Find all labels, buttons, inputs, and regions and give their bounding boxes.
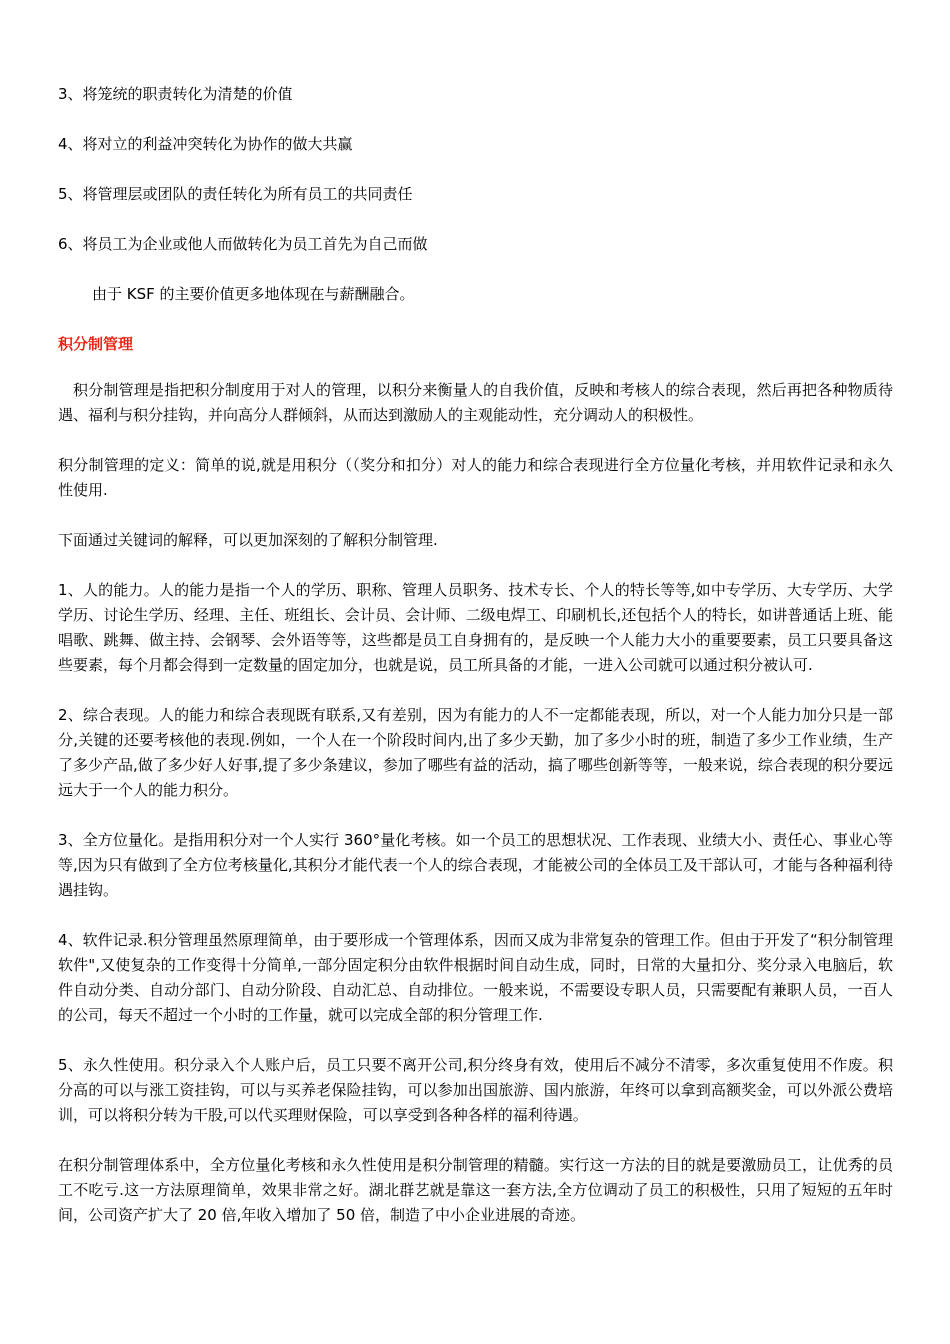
- definition-paragraph: 积分制管理是指把积分制度用于对人的管理，以积分来衡量人的自我价值，反映和考核人的综合表现，然后再把各种物质待遇、福利与积分挂钩，并向高分人群倾斜，从而达到激励人的主观能动性，充分调动人的积极性。: [58, 381, 893, 424]
- keyword-quantification-paragraph: 3、全方位量化。是指用积分对一个人实行 360°量化考核。如一个员工的思想状况、工作表现、业绩大小、责任心、事业心等等,因为只有做到了全方位考核量化,其积分才能代表一个人的综合表现，才能被公司的全体员工及干部认可，才能与各种福利待遇挂钩。: [58, 831, 893, 899]
- definition-summary-paragraph: 积分制管理的定义：简单的说,就是用积分（（奖分和扣分）对人的能力和综合表现进行全方位量化考核，并用软件记录和永久性使用.: [58, 456, 893, 499]
- section-heading: 积分制管理: [58, 335, 134, 353]
- keyword-ability-paragraph: 1、人的能力。人的能力是指一个人的学历、职称、管理人员职务、技术专长、个人的特长等等,如中专学历、大专学历、大学学历、讨论生学历、经理、主任、班组长、会计员、会计师、二级电焊工、印刷机长,还包括个人的特长，如讲普通话上班、能唱歌、跳舞、做主持、会钢琴、会外语等等，这些都是员工自身拥有的，是反映一个人能力大小的重要要素，员工只要具备这些要素，每个月都会得到一定数量的固定加分，也就是说，员工所具备的才能，一进入公司就可以通过积分被认可.: [58, 581, 893, 674]
- keywords-intro-paragraph: 下面通过关键词的解释，可以更加深刻的了解积分制管理.: [58, 531, 438, 549]
- ksf-note: 由于 KSF 的主要价值更多地体现在与薪酬融合。: [92, 285, 415, 303]
- intro-item-3: 3、将笼统的职责转化为清楚的价值: [58, 85, 293, 103]
- intro-item-4: 4、将对立的利益冲突转化为协作的做大共赢: [58, 135, 353, 153]
- keyword-software-paragraph: 4、软件记录.积分管理虽然原理简单，由于要形成一个管理体系，因而又成为非常复杂的管理工作。但由于开发了“积分制管理软件",又使复杂的工作变得十分简单,一部分固定积分由软件根据时间自动生成，同时，日常的大量扣分、奖分录入电脑后，软件自动分类、自动分部门、自动分阶段、自动汇总、自动排位。一般来说，不需要设专职人员，只需要配有兼职人员，一百人的公司，每天不超过一个小时的工作量，就可以完成全部的积分管理工作.: [58, 931, 893, 1024]
- intro-item-6: 6、将员工为企业或他人而做转化为员工首先为自己而做: [58, 235, 428, 253]
- keyword-performance-paragraph: 2、综合表现。人的能力和综合表现既有联系,又有差别，因为有能力的人不一定都能表现，所以，对一个人能力加分只是一部分,关键的还要考核他的表现.例如，一个人在一个阶段时间内,出了多少天勤，加了多少小时的班，制造了多少工作业绩，生产了多少产品,做了多少好人好事,提了多少条建议，参加了哪些有益的活动，搞了哪些创新等等，一般来说，综合表现的积分要远远大于一个人的能力积分。: [58, 706, 893, 799]
- intro-item-5: 5、将管理层或团队的责任转化为所有员工的共同责任: [58, 185, 413, 203]
- document-page: [58, 82, 893, 1253]
- conclusion-paragraph: 在积分制管理体系中，全方位量化考核和永久性使用是积分制管理的精髓。实行这一方法的目的就是要激励员工，让优秀的员工不吃亏.这一方法原理简单，效果非常之好。湖北群艺就是靠这一套方法,全方位调动了员工的积极性，只用了短短的五年时间，公司资产扩大了 20 倍,年收入增加了 50 倍，制造了中小企业进展的奇迹。: [58, 1156, 893, 1224]
- keyword-permanent-use-paragraph: 5、永久性使用。积分录入个人账户后，员工只要不离开公司,积分终身有效，使用后不减分不清零，多次重复使用不作废。积分高的可以与涨工资挂钩，可以与买养老保险挂钩，可以参加出国旅游、国内旅游，年终可以拿到高额奖金，可以外派公费培训，可以将积分转为干股,可以代买理财保险，可以享受到各种各样的福利待遇。: [58, 1056, 893, 1124]
